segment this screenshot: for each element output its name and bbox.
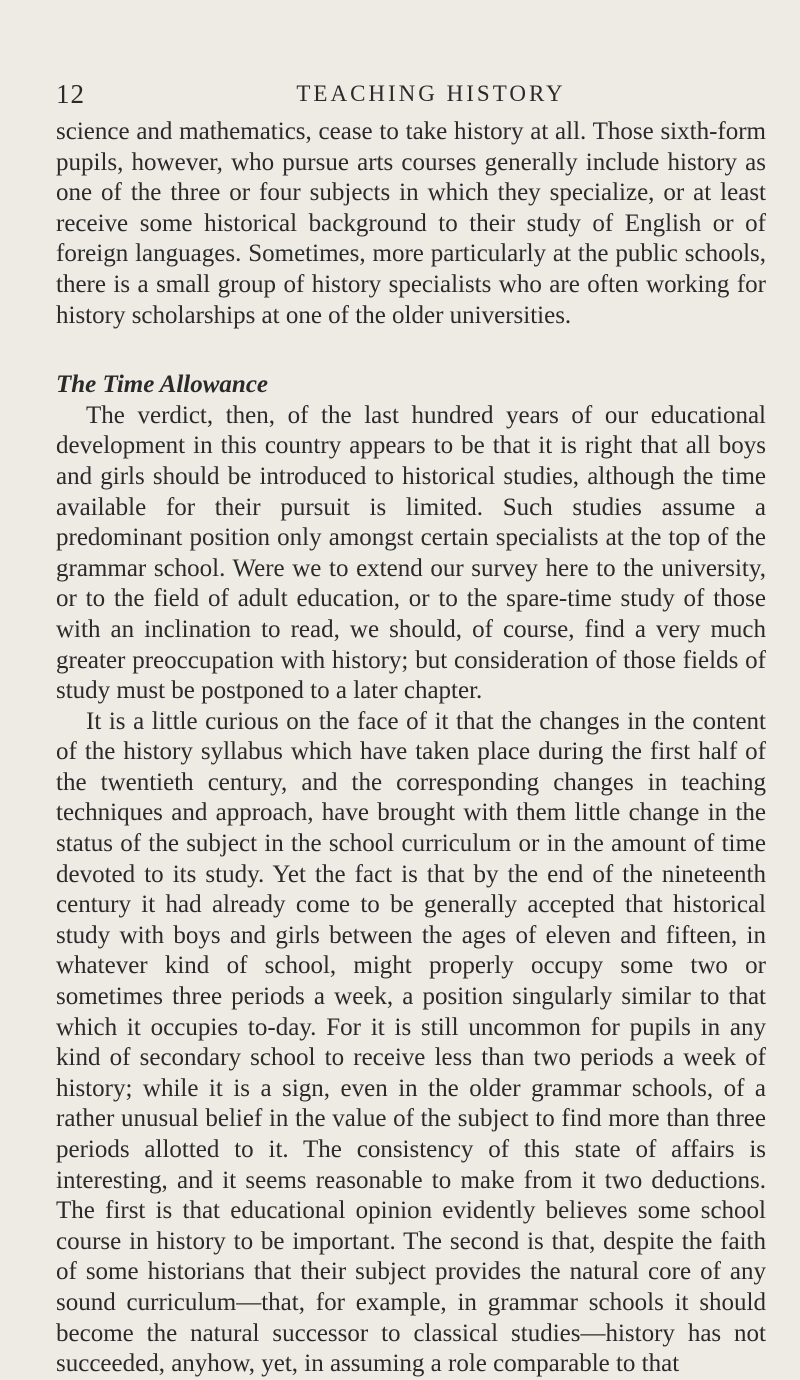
page-header xyxy=(56,76,766,112)
paragraph-verdict: The verdict, then, of the last hundred years of our educational development in this country appears to be that it is right that all boys and girls should be introduced to historical studies, although the time available for their pursuit is limited. Such studies assume a predominant position only amongst certain specialists at the top of the grammar school. Were we to extend our survey here to the university, or to the field of adult education, or to the spare-time study of those with an inclination to read, we should, of course, find a very much greater preoccupation with history; but consideration of those fields of study must be postponed to a later chapter. xyxy=(56,401,766,705)
paragraph-curious: It is a little curious on the face of it that the changes in the content of the history syllabus which have taken place during the first half of the twentieth century, and the corresponding changes in teaching techniques and approach, have brought with them little change in the status of the subject in the school curriculum or in the amount of time devoted to its study. Yet the fact is that by the end of the nineteenth century it had already come to be generally accepted that historical study with boys and girls between the ages of eleven and fifteen, in whatever kind of school, might properly occupy some two or sometimes three periods a week, a position singularly similar to that which it occupies to-day. For it is still uncommon for pupils in any kind of secondary school to receive less than two periods a week of history; while it is a sign, even in the older grammar schools, of a rather unusual belief in the value of the subject to find more than three periods allotted to it. The consistency of this state of affairs is interesting, and it seems reasonable to make from it two deductions. The first is that educational opinion evidently believes some school course in history to be important. The second is that, despite the faith of some historians that their subject provides the natural core of any sound curriculum—that, for example, in grammar schools it should become the natural successor to classical studies—history has not succeeded, anyhow, yet, in assuming a role comparable to that xyxy=(56,707,766,1378)
running-title: TEACHING HISTORY xyxy=(296,81,566,106)
page-number: 12 xyxy=(56,79,85,109)
opening-paragraph: science and mathematics, cease to take history at all. Those sixth-form pupils, however, who pursue arts courses generally include history as one of the three or four subjects in which they specialize, or at least receive some historical background to their study of English or of foreign languages. Sometimes, more particularly at the public schools, there is a small group of history specialists who are often working for history scholarships at one of the older universities. xyxy=(56,118,766,329)
page-body xyxy=(56,117,766,1380)
section-heading: The Time Allowance xyxy=(56,371,269,399)
